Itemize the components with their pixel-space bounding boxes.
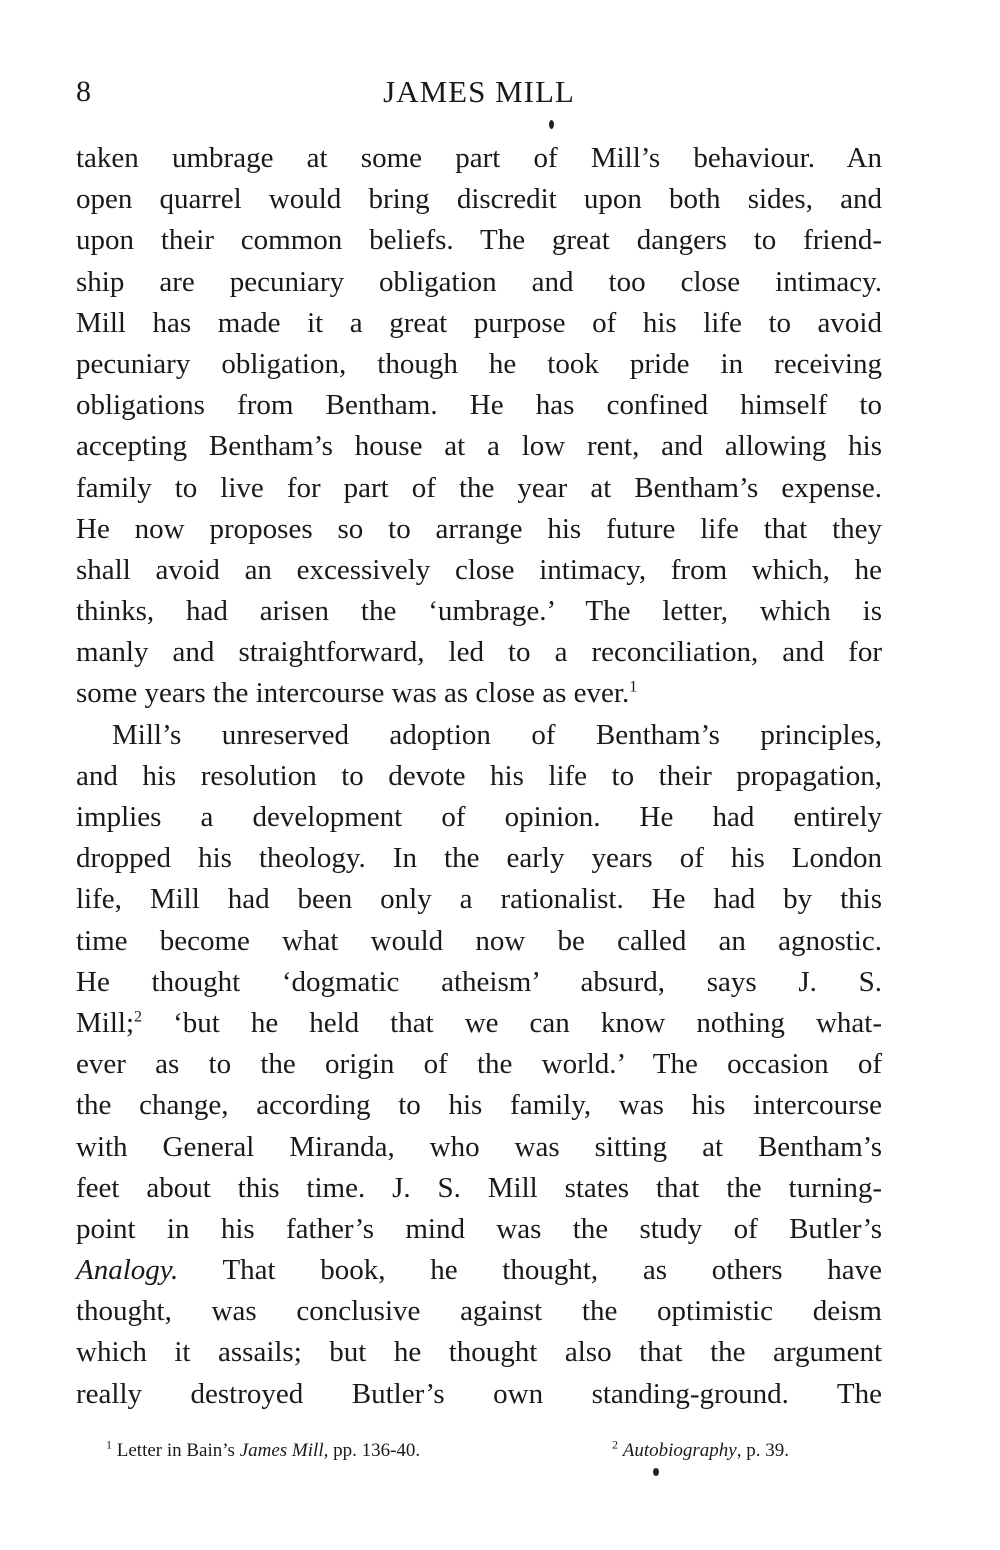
book-title-analogy: Analogy. xyxy=(76,1254,179,1287)
body-line-with-ref xyxy=(76,1003,882,1044)
footnote-book-title: Autobiography xyxy=(622,1440,737,1461)
body-line: ship are pecuniary obligation and too close intimacy. xyxy=(76,265,882,298)
body-line-text: Mill; xyxy=(76,1006,135,1039)
footnote-marker: 2 xyxy=(612,1437,618,1452)
body-line: ever as to the origin of the world.’ The occasion of xyxy=(76,1048,882,1081)
body-line: pecuniary obligation, though he took pride in receiving xyxy=(76,347,882,380)
body-line: really destroyed Butler’s own standing-ground. The xyxy=(76,1377,882,1410)
body-line: family to live for part of the year at Bentham’s expense. xyxy=(76,471,882,504)
body-line: taken umbrage at some part of Mill’s behaviour. An xyxy=(76,142,882,174)
paragraph-end-line xyxy=(76,673,882,714)
body-line: open quarrel would bring discredit upon both sides, and xyxy=(76,183,882,216)
body-line: thinks, had arisen the ‘umbrage.’ The letter, which is xyxy=(76,595,882,628)
body-line: implies a development of opinion. He had entirely xyxy=(76,801,882,833)
body-line: life, Mill had been only a rationalist. He had by this xyxy=(76,883,882,916)
body-line: thought, was conclusive against the optimistic deism xyxy=(76,1295,882,1328)
body-line: feet about this time. J. S. Mill states that the turning- xyxy=(76,1171,882,1204)
body-line: point in his father’s mind was the study of Butler’s xyxy=(76,1212,882,1245)
footnote-text: Letter in Bain’s xyxy=(116,1440,240,1461)
ink-speck xyxy=(549,120,554,129)
running-head xyxy=(76,72,882,112)
footnote-text: , pp. 136-40. xyxy=(323,1440,421,1461)
body-line: shall avoid an excessively close intimacy, from which, he xyxy=(76,553,882,586)
body-line: He now proposes so to arrange his future life that they xyxy=(76,512,882,545)
page-number: 8 xyxy=(76,75,91,108)
footnote-1 xyxy=(106,1438,420,1464)
body-line: He thought ‘dogmatic atheism’ absurd, says J. S. xyxy=(76,965,882,998)
body-line: upon their common beliefs. The great dangers to friend- xyxy=(76,224,882,257)
body-text xyxy=(76,138,882,1415)
footnote-book-title: James Mill xyxy=(239,1440,324,1461)
running-title: JAMES MILL xyxy=(383,74,575,109)
body-line-text: some years the intercourse was as close as ever. xyxy=(76,677,630,710)
footnote-text: , p. 39. xyxy=(736,1440,789,1461)
body-line-with-title xyxy=(76,1250,882,1291)
footnote-ref: 1 xyxy=(629,678,638,696)
footnote-2 xyxy=(612,1438,789,1464)
body-line: dropped his theology. In the early years of his London xyxy=(76,842,882,875)
body-line: Mill has made it a great purpose of his life to avoid xyxy=(76,306,882,339)
body-line: which it assails; but he thought also that the argument xyxy=(76,1336,882,1369)
footnote-marker: 1 xyxy=(106,1437,112,1452)
paragraph-start-line: Mill’s unreserved adoption of Bentham’s principles, xyxy=(112,718,882,751)
body-line: accepting Bentham’s house at a low rent, and allowing his xyxy=(76,430,882,463)
body-line-text: ‘but he held that we can know nothing what- xyxy=(173,1006,882,1039)
footnote-ref: 2 xyxy=(134,1008,143,1026)
body-line: and his resolution to devote his life to their propagation, xyxy=(76,759,882,792)
body-line: manly and straightforward, led to a reconciliation, and for xyxy=(76,636,882,669)
body-line: with General Miranda, who was sitting at Bentham’s xyxy=(76,1130,882,1163)
body-line-text: That book, he thought, as others have xyxy=(222,1254,882,1287)
body-line: time become what would now be called an agnostic. xyxy=(76,924,882,957)
ink-speck xyxy=(653,1468,659,1476)
body-line: obligations from Bentham. He has confined himself to xyxy=(76,389,882,422)
body-line: the change, according to his family, was his intercourse xyxy=(76,1089,882,1122)
